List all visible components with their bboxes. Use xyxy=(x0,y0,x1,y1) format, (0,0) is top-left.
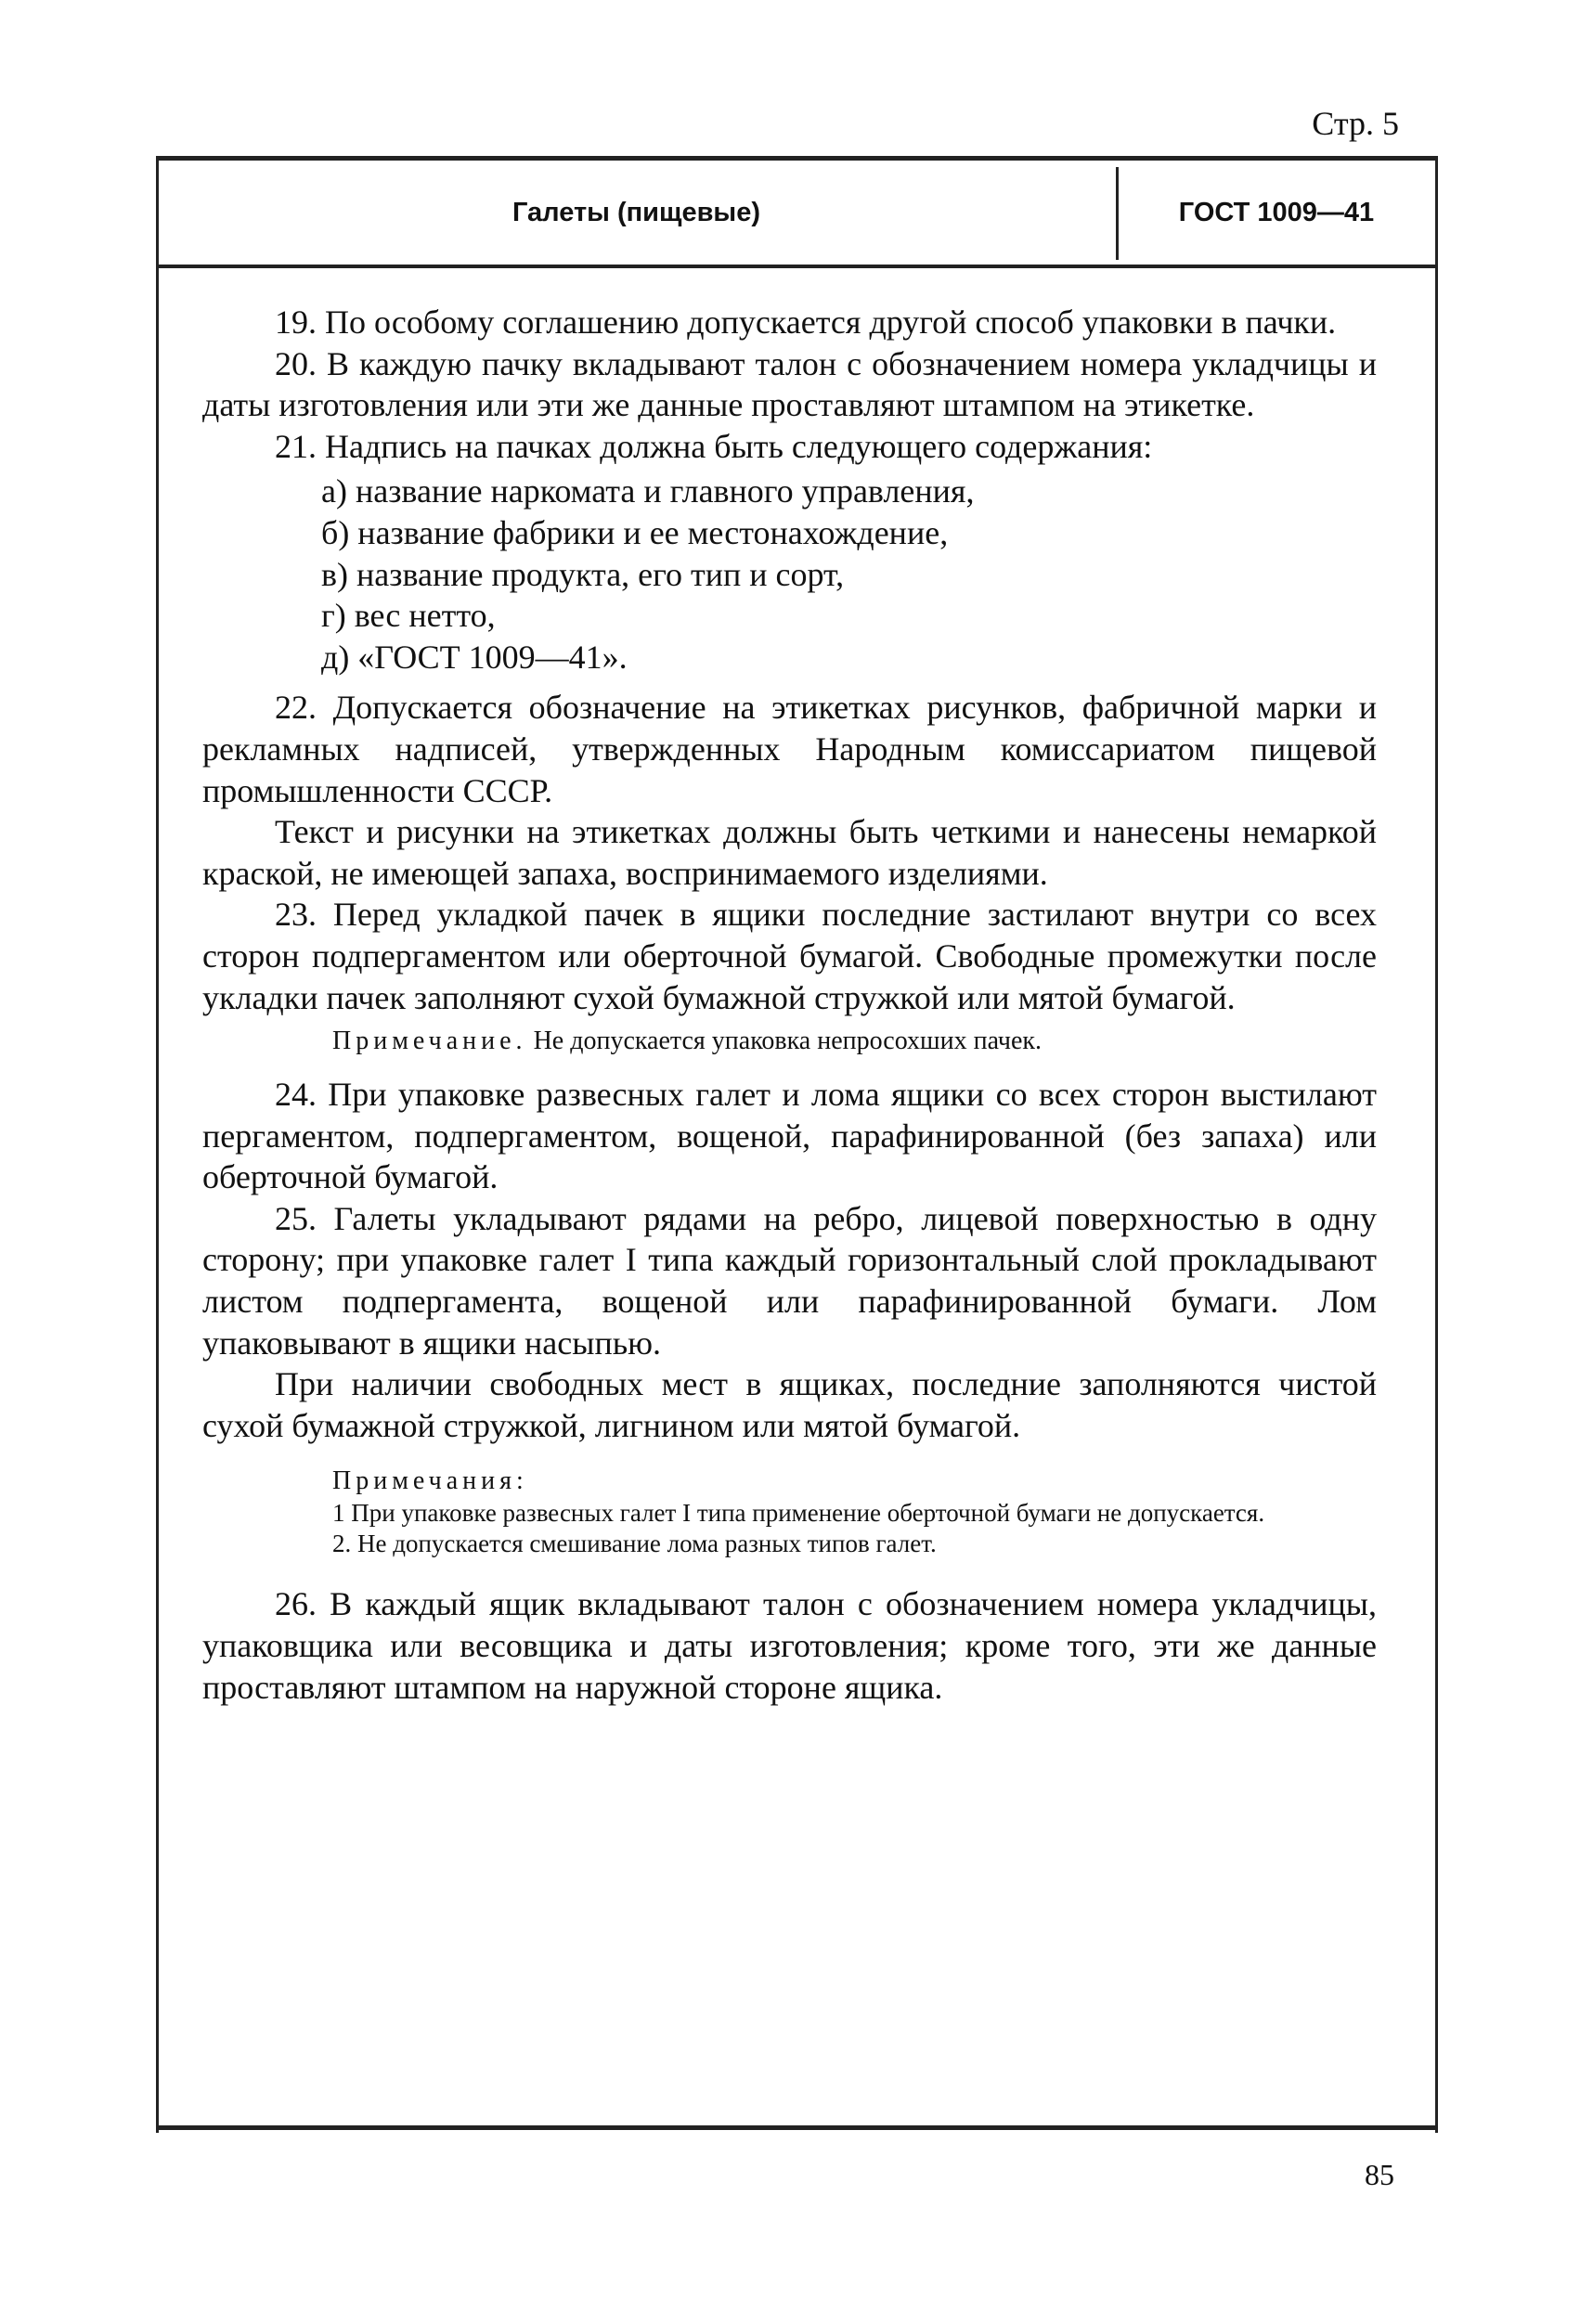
document-body xyxy=(202,302,1377,1708)
clause-25-text: При наличии свободных мест в ящиках, последние заполняются чистой сухой бумажной стружкой, лигнином или мятой бумагой. xyxy=(202,1365,1377,1444)
list-item: г) вес нетто, xyxy=(321,597,496,635)
list-item: д) «ГОСТ 1009—41». xyxy=(321,638,628,676)
clause-22: 22. Допускается обозначение на этикетках рисунков, фабричной марки и рекламных надписей, утвержденных Народным комиссариатом пищевой промышленности СССР. xyxy=(202,689,1377,809)
note-item: 2. Не допускается смешивание лома разных типов галет. xyxy=(332,1530,937,1558)
document-title: Галеты (пищевые) xyxy=(512,197,760,227)
clause-20: 20. В каждую пачку вкладывают талон с обозначением номера укладчицы и даты изготовления или эти же данные проставляют штампом на этикетке. xyxy=(202,344,1377,424)
note-item: 1 При упаковке развесных галет I типа применение оберточной бумаги не допускается. xyxy=(332,1499,1265,1528)
note-text: Не допускается упаковка непросохших пачек. xyxy=(533,1026,1042,1056)
clause-19: 19. По особому соглашению допускается другой способ упаковки в пачки. xyxy=(275,303,1337,341)
clause-21-list xyxy=(202,471,1377,678)
list-item: б) название фабрики и ее местонахождение, xyxy=(321,513,949,551)
standard-number: ГОСТ 1009—41 xyxy=(1178,197,1375,227)
note-label: Примечание. xyxy=(332,1026,527,1056)
clause-21: 21. Надпись на пачках должна быть следующего содержания: xyxy=(275,427,1153,465)
clause-24: 24. При упаковке развесных галет и лома ящики со всех сторон выстилают пергаментом, подпергаментом, вощеной, парафинированной (без запаха) или оберточной бумагой. xyxy=(202,1076,1377,1196)
clause-23: 23. Перед укладкой пачек в ящики последние застилают внутри со всех сторон подпергаментом или оберточной бумагой. Свободные промежутки после укладки пачек заполняют сухой бумажной стружкой или мятой бумагой. xyxy=(202,896,1377,1016)
clause-25-notes xyxy=(202,1465,1377,1559)
list-item: в) название продукта, его тип и сорт, xyxy=(321,555,845,593)
clause-25: 25. Галеты укладывают рядами на ребро, лицевой поверхностью в одну сторону; при упаковке галет I типа каждый горизонтальный слой прокладывают листом подпергамента, вощеной или парафинированной бумаги. Лом упаковывают в ящики насыпью. xyxy=(202,1199,1377,1362)
header-rule xyxy=(156,265,1435,268)
clause-26: 26. В каждый ящик вкладывают талон с обозначением номера укладчицы, упаковщика или весовщика и даты изготовления; кроме того, эти же данные проставляют штампом на наружной стороне ящика. xyxy=(202,1585,1377,1706)
page-label: Стр. 5 xyxy=(1312,105,1399,142)
clause-23-note xyxy=(202,1026,1377,1057)
bottom-rule xyxy=(156,2125,1435,2130)
notes-label: Примечания: xyxy=(332,1466,528,1496)
page-number: 85 xyxy=(1365,2158,1394,2191)
clause-22-text: Текст и рисунки на этикетках должны быть четкими и нанесены немаркой краской, не имеющей запаха, воспринимаемого изделиями. xyxy=(202,813,1377,892)
list-item: а) название наркомата и главного управления, xyxy=(321,472,975,510)
